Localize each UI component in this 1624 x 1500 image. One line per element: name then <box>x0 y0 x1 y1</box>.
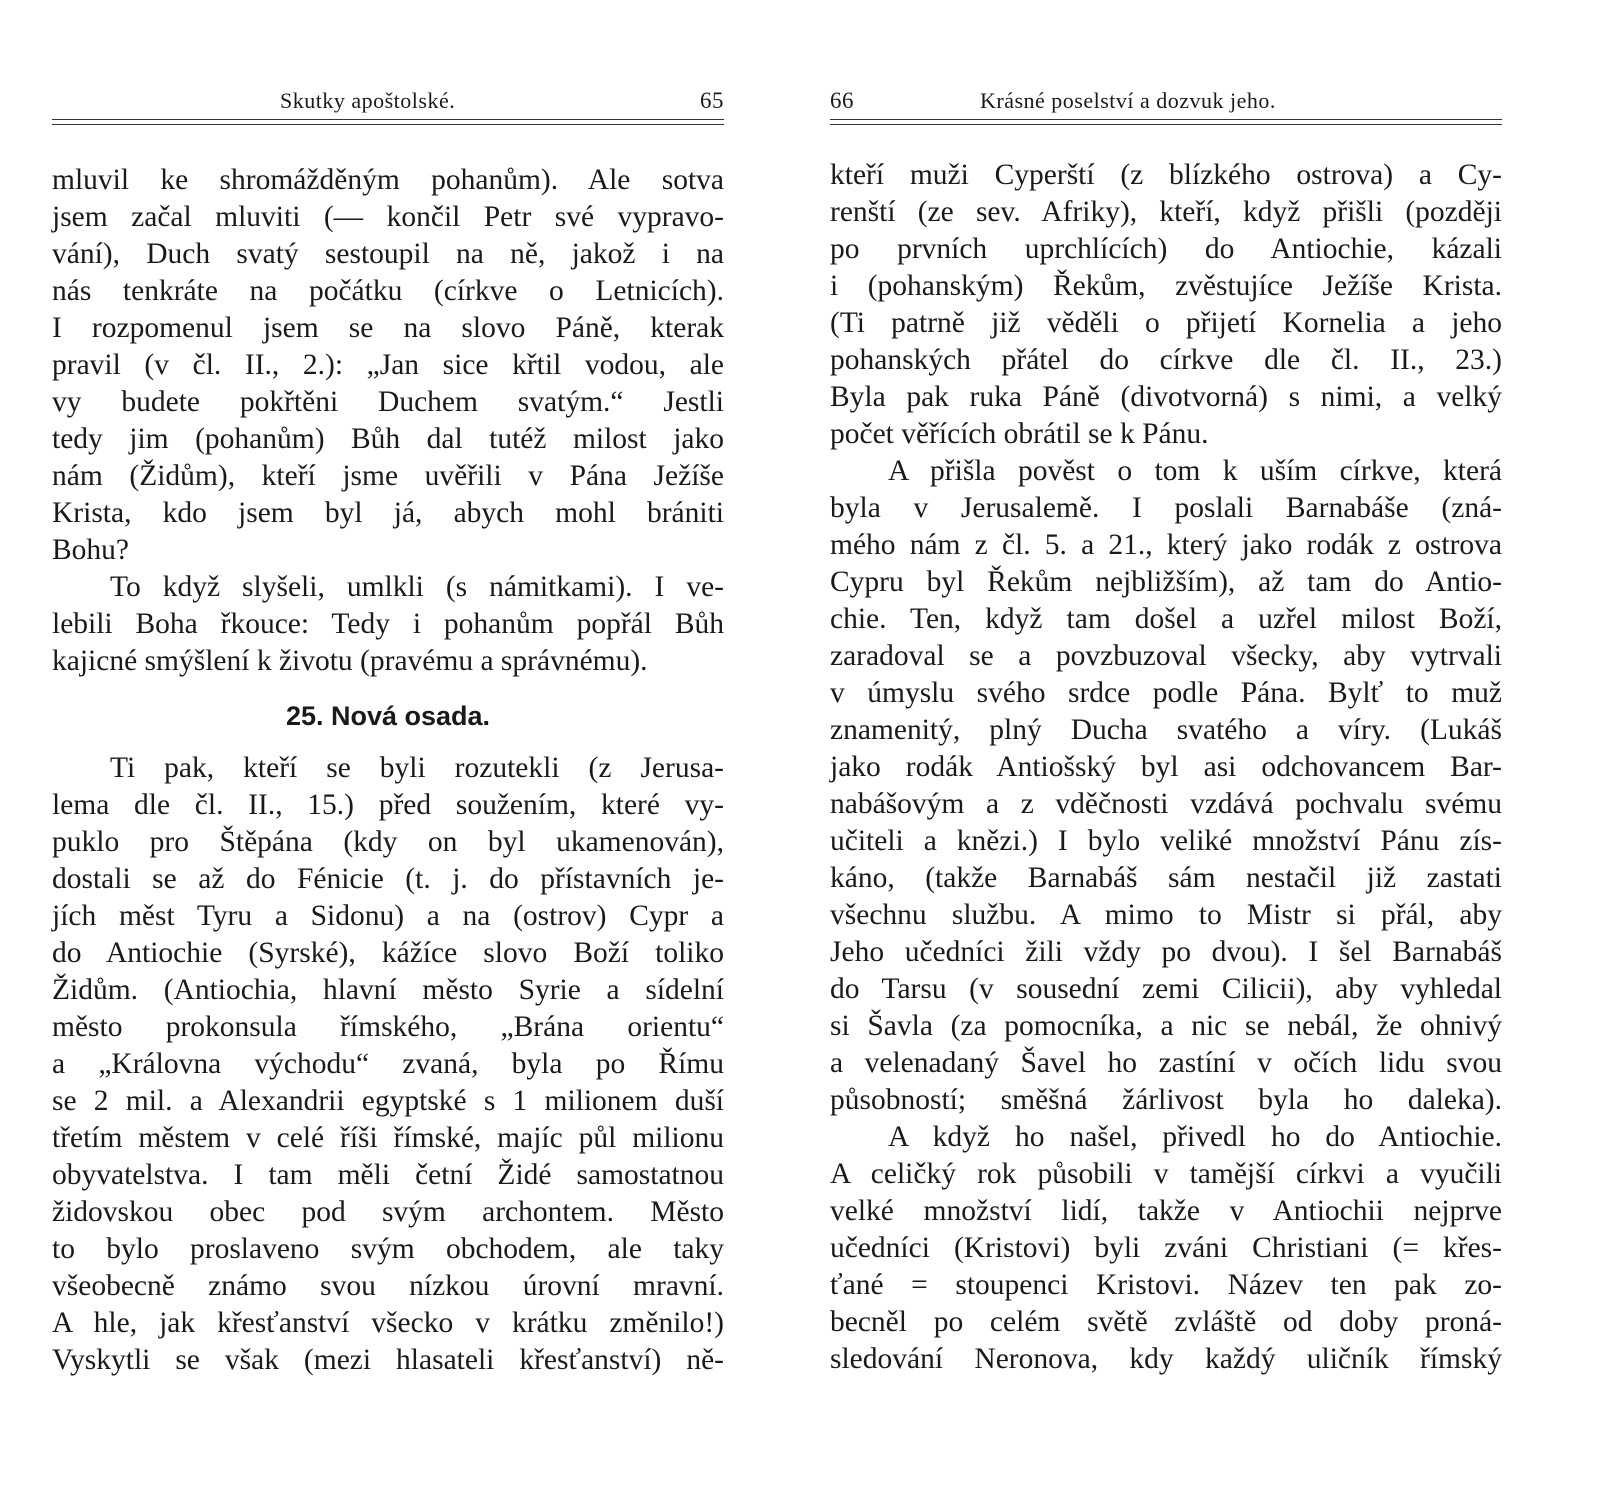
text-line: i (pohanským) Řekům, zvěstujíce Ježíše Krista. <box>830 270 1502 302</box>
text-line: vání), Duch svatý sestoupil na ně, jakož i na <box>52 238 724 270</box>
text-line: všechnu službu. A mimo to Mistr si přál, aby <box>830 899 1502 931</box>
text-line: Vyskytli se však (mezi hlasateli křesťanství) ně- <box>52 1344 724 1376</box>
text-line: židovskou obec pod svým archontem. Město <box>52 1196 724 1228</box>
header-rule <box>52 119 724 120</box>
section-heading: 25. Nová osada. <box>285 701 491 731</box>
text-line: kteří muži Cyperští (z blízkého ostrova) a Cy- <box>830 159 1502 191</box>
body-text <box>52 162 724 1379</box>
text-line: jích měst Tyru a Sidonu) a na (ostrov) Cypr a <box>52 900 724 932</box>
text-line: pravil (v čl. II., 2.): „Jan sice křtil vodou, ale <box>52 349 724 381</box>
text-line: Krista, kdo jsem byl já, abych mohl brániti <box>52 497 724 529</box>
text-line: do Antiochie (Syrské), kážíce slovo Boží toliko <box>52 937 724 969</box>
text-line: počet věřících obrátil se k Pánu. <box>830 418 1209 450</box>
text-line: působností; směšná žárlivost byla ho daleka). <box>830 1084 1502 1116</box>
text-line: A přišla pověst o tom k uším církve, která <box>888 455 1502 487</box>
text-line: jako rodák Antiošský byl asi odchovancem Bar- <box>830 751 1502 783</box>
text-line: do Tarsu (v sousední zemi Cilicii), aby vyhledal <box>830 973 1502 1005</box>
text-line: káno, (takže Barnabáš sám nestačil již zastati <box>830 862 1502 894</box>
text-line: všeobecně známo svou nízkou úrovní mravní. <box>52 1270 724 1302</box>
text-line: ťané = stoupenci Kristovi. Název ten pak zo- <box>830 1269 1502 1301</box>
body-text <box>830 157 1502 1378</box>
text-line: chie. Ten, když tam došel a uzřel milost Boží, <box>830 603 1502 635</box>
text-line: mého nám z čl. 5. a 21., který jako rodák z ostrova <box>830 529 1502 561</box>
text-line: zaradoval se a povzbuzoval všecky, aby vytrvali <box>830 640 1502 672</box>
header-rule <box>52 124 724 125</box>
text-line: vy budete pokřtěni Duchem svatým.“ Jestli <box>52 386 724 418</box>
text-line: becněl po celém světě zvláště od doby proná- <box>830 1306 1502 1338</box>
text-line: nám (Židům), kteří jsme uvěřili v Pána Ježíše <box>52 460 724 492</box>
page-number: 65 <box>700 88 724 113</box>
text-line: Židům. (Antiochia, hlavní město Syrie a sídelní <box>52 974 724 1006</box>
text-line: byla v Jerusalemě. I poslali Barnabáše (zná- <box>830 492 1502 524</box>
text-line: Cypru byl Řekům nejbližším), až tam do Antio- <box>830 566 1502 598</box>
text-line: A když ho našel, přivedl ho do Antiochie. <box>888 1121 1502 1153</box>
text-line: A celičký rok působili v tamější církvi a vyučili <box>830 1158 1502 1190</box>
text-line: A hle, jak křesťanství všecko v krátku změnilo!) <box>52 1307 724 1339</box>
text-line: pohanských přátel do církve dle čl. II., 23.) <box>830 344 1502 376</box>
header-title: Skutky apoštolské. <box>280 88 456 113</box>
text-line: To když slyšeli, umlkli (s námitkami). I ve- <box>110 571 724 603</box>
text-line: město prokonsula římského, „Brána orientu“ <box>52 1011 724 1043</box>
text-line: renští (ze sev. Afriky), kteří, když přišli (později <box>830 196 1502 228</box>
text-line: to bylo proslaveno svým obchodem, ale taky <box>52 1233 724 1265</box>
text-line: po prvních uprchlících) do Antiochie, kázali <box>830 233 1502 265</box>
text-line: mluvil ke shromážděným pohanům). Ale sotva <box>52 164 724 196</box>
text-line: a „Královna východu“ zvaná, byla po Římu <box>52 1048 724 1080</box>
text-line: si Šavla (za pomocníka, a nic se nebál, že ohnivý <box>830 1010 1502 1042</box>
text-line: třetím městem v celé říši římské, majíc půl milionu <box>52 1122 724 1154</box>
text-line: sledování Neronova, kdy každý uličník římský <box>830 1343 1502 1375</box>
text-line: (Ti patrně již věděli o přijetí Kornelia a jeho <box>830 307 1502 339</box>
text-line: Byla pak ruka Páně (divotvorná) s nimi, a velký <box>830 381 1502 413</box>
text-line: Bohu? <box>52 534 130 566</box>
text-line: nás tenkráte na počátku (církve o Letnicích). <box>52 275 724 307</box>
text-line: dostali se až do Fénicie (t. j. do přístavních je- <box>52 863 724 895</box>
text-line: Ti pak, kteří se byli rozutekli (z Jerusa- <box>110 752 724 784</box>
text-line: v úmyslu svého srdce podle Pána. Bylť to muž <box>830 677 1502 709</box>
text-line: učiteli a knězi.) I bylo veliké množství Pánu zís- <box>830 825 1502 857</box>
text-line: a velenadaný Šavel ho zastíní v očích lidu svou <box>830 1047 1502 1079</box>
header-rule <box>830 124 1502 125</box>
header-rule <box>830 119 1502 120</box>
text-line: učedníci (Kristovi) byli zváni Christiani (= křes- <box>830 1232 1502 1264</box>
page-number: 66 <box>830 88 854 113</box>
text-line: znamenitý, plný Ducha svatého a víry. (Lukáš <box>830 714 1502 746</box>
text-line: se 2 mil. a Alexandrii egyptské s 1 milionem duší <box>52 1085 724 1117</box>
running-header <box>830 88 1502 118</box>
text-line: tedy jim (pohanům) Bůh dal tutéž milost jako <box>52 423 724 455</box>
text-line: obyvatelstva. I tam měli četní Židé samostatnou <box>52 1159 724 1191</box>
text-line: Jeho učedníci žili vždy po dvou). I šel Barnabáš <box>830 936 1502 968</box>
text-line: jsem začal mluviti (— končil Petr své vypravo- <box>52 201 724 233</box>
text-line: kajicné smýšlení k životu (pravému a správnému). <box>52 645 648 677</box>
text-line: nabášovým a z vděčnosti vzdává pochvalu svému <box>830 788 1502 820</box>
running-header <box>52 88 724 118</box>
text-line: puklo pro Štěpána (kdy on byl ukamenován), <box>52 826 724 858</box>
text-line: lebili Boha řkouce: Tedy i pohanům popřál Bůh <box>52 608 724 640</box>
header-title: Krásné poselství a dozvuk jeho. <box>980 88 1276 113</box>
text-line: I rozpomenul jsem se na slovo Páně, kterak <box>52 312 724 344</box>
text-line: lema dle čl. II., 15.) před soužením, které vy- <box>52 789 724 821</box>
text-line: velké množství lidí, takže v Antiochii nejprve <box>830 1195 1502 1227</box>
